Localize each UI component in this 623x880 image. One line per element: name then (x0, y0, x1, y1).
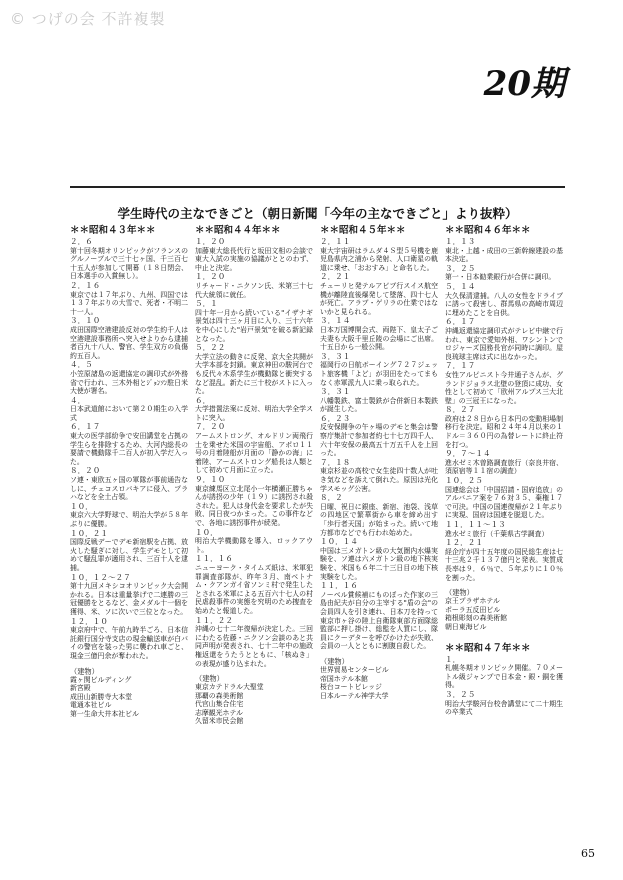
chronology-entry (445, 318, 563, 361)
year-heading: ＊＊昭和４３年＊＊ (70, 225, 156, 236)
chronology-entry (320, 538, 438, 581)
entry-text: 沖縄の七十二年復帰が決定した。三回にわたる佐藤・ニクソン会談のあと共同声明が発表され、七十二年中の施政権返還をうたうとともに、「核ぬき」の表現が盛り込まれた。 (195, 625, 313, 668)
entry-text: 進水ゼミ旅行（千葉県古学調査） (445, 529, 549, 538)
building-item: 久留米市民会館 (195, 717, 244, 726)
buildings-title: （建物） (445, 588, 474, 598)
entry-text: 大学立法の動きに反発、京大全共闘が大学本部を封鎖。東京神田の駿河台でも反代々木系学生が機動隊と衝突するなど混乱。新たに三十校がストに入った。 (195, 352, 313, 396)
entry-date: ３．２５ (445, 689, 476, 699)
entry-date: ７．２０ (195, 422, 226, 432)
entry-text: 女性アルピニスト今井通子さんが、グランドジョラス北壁の登頂に成功、女性として初めて「欧州アルプス三大北壁」の三冠王になった。 (445, 370, 563, 405)
copyright-watermark: © つげの会 不許複製 (10, 10, 166, 28)
entry-date: ２．１１ (320, 237, 351, 246)
building-item: 霞ヶ関ビルディング (70, 675, 132, 684)
entry-text: 東京杉並の高校で女生徒四十数人が吐き気などを訴えて倒れた。原因は光化学スモッグ公害。 (320, 467, 438, 493)
buildings-title: （建物） (320, 656, 349, 666)
entry-text: 四十年一月から続いている"イザナギ景気は四十三ヶ月目に入り、三十六年を中心にした"岩戸景気"を破る新記録となった。 (195, 308, 313, 343)
section-title: 学生時代の主なできごと（朝日新聞「今年の主なできごと」より抜粋） (117, 206, 518, 221)
year-column-4 (445, 222, 563, 832)
chronology-entry (70, 361, 188, 395)
buildings-title: （建物） (70, 666, 99, 676)
building-item: 志摩観光ホテル (195, 708, 243, 717)
building-item: 日本ルーテル神学大学 (320, 691, 389, 700)
entry-date: １． (445, 654, 461, 664)
building-item: 那覇の森美術館 (195, 691, 244, 700)
chronology-entry (195, 476, 313, 528)
entry-text: 日曜、祝日に銀座、新宿、池袋、浅草の四地区で繁華街から車を締め出す「歩行者天国」が始まった。続いて地方都市などでも行われ始めた。 (320, 502, 438, 537)
section-divider (70, 186, 565, 188)
entry-date: ３．３１ (320, 387, 351, 397)
building-item: 電通本社ビル (70, 701, 112, 710)
entry-date: ３．１０ (70, 316, 101, 326)
chronology-entry (70, 397, 188, 423)
building-item: 帝国ホテル本館 (320, 674, 368, 683)
entry-date: ７．１８ (320, 457, 351, 467)
chronology-entry (320, 317, 438, 351)
chronology-entry (320, 582, 438, 651)
entry-date: １１．１１～１３ (445, 520, 506, 529)
chronology-entry (445, 362, 563, 405)
buildings-list (320, 657, 438, 700)
entry-text: 東京府中で、午前九時半ごろ、日本信託銀行国分寺支店の現金輸送車が白バイの警官を装った男に襲われ車ごと、現金三億円余が奪われた。 (70, 626, 188, 660)
entry-date: ２．１６ (70, 280, 101, 290)
entry-date: ６．２３ (320, 413, 351, 423)
entry-text: 八幡製鉄、富士製鉄が合併新日本製鉄が誕生した。 (320, 396, 438, 414)
chronology-entry (195, 273, 313, 299)
chronology-entry (320, 238, 438, 272)
entry-date: ４．５ (70, 360, 93, 370)
chronology-entry (70, 282, 188, 316)
chronology-entry (320, 388, 438, 414)
chronology-entry (445, 539, 563, 582)
entry-text: 第十九回メキシコオリンピック大会開かれる。日本は重量挙げで二連勝の三冠優勝をとるなど、金メダル十一個を獲得、米、ソに次いで三位となった。 (70, 582, 188, 616)
entry-date: １．１３ (445, 237, 476, 246)
chronology-columns (70, 222, 565, 832)
entry-text: 進水ゼミ木曽路調査旅行（奈良井宿、須原宿等１１宿の調査） (445, 458, 563, 476)
chronology-entry (70, 423, 188, 466)
entry-date: １０．２５ (445, 476, 483, 486)
entry-text: 経企庁が四十五年度の国民総生産は七十三兆２千１３７億円と発表。実質成長率は９．６％で、５年ぶりに１０％を割った。 (445, 547, 563, 582)
chronology-entry (445, 238, 563, 264)
entry-text: 東京練馬区立北尾小一年横瀬正勝ちゃんが誘拐の少年（１９）に誘拐され殺された。犯人は身代金を要求したが失敗、同日夜つかまった。この事件などで、各地に誘拐事件が続発。 (195, 484, 313, 527)
entry-text: 第一・日本勧業銀行が合併に調印。 (445, 273, 556, 282)
chronology-entry (445, 265, 563, 282)
buildings-list (70, 667, 188, 719)
year-heading: ＊＊昭和４４年＊＊ (195, 225, 281, 236)
entry-date: ５．２２ (195, 343, 226, 353)
year-column-1 (70, 222, 188, 832)
page-number: 65 (581, 847, 595, 860)
chronology-entry (445, 521, 563, 538)
entry-date: ５．１ (195, 299, 218, 309)
chronology-entry (195, 555, 313, 615)
entry-text: 明治大学機動隊を導入、ロックアウト。 (195, 537, 313, 554)
entry-date: １０．１２～２７ (70, 572, 131, 582)
chronology-entry (70, 467, 188, 501)
entry-text: 成田国際空港建設反対の学生約千人は空港建設事務所へ突入せよりから逮捕者百九十八人、警官、学生双方の負傷約五百人。 (70, 325, 188, 360)
chronology-entry (195, 423, 313, 475)
chronology-entry (70, 618, 188, 661)
chronology-entry (70, 530, 188, 573)
entry-date: ４． (70, 395, 86, 405)
entry-text: 第十回冬期オリンピックがフランスのグルノーブルで三十七ヶ国、千三百七十五人が参加して開幕（１８日閉会、日本選手の入賞無し）。 (70, 246, 188, 281)
year-heading: ＊＊昭和４７年＊＊ (445, 642, 531, 654)
entry-text: 反安保闘争の午ヶ場のデモと集会は警察庁集計で参加者約七十七万四千人、六十年安保の最高五十万五千人を上回った。 (320, 423, 438, 458)
entry-date: １２．１０ (70, 616, 108, 626)
entry-date: １０． (70, 501, 93, 511)
period-heading: 20期 (483, 64, 565, 104)
entry-date: ６． (195, 395, 211, 405)
building-item: ポーラ五反田ビル (445, 605, 501, 614)
entry-text: 東北・上越・成田の三新幹線建設の基本決定。 (445, 246, 563, 264)
entry-date: １１．１６ (195, 554, 233, 564)
entry-date: １０．２１ (70, 528, 108, 538)
buildings-list (195, 674, 313, 726)
entry-date: ６．１７ (445, 317, 476, 327)
entry-text: ノーベル賞候補にものぼった作家の三島由紀夫が自分の主宰する"盾の会"の会員四人を引き連れ、日本刀を持って東京市ヶ谷の陸上自衛隊東部方面隊総監部に押し掛け、総監を人質にし、隊員にクーデターを呼びかけたが失敗、会員の一人とともに割腹自殺した。 (320, 590, 438, 651)
entry-text: 中国は三メガトン級の大気圏内水爆実験を、ソ連は六メガトン級の地下核実験を、米国も６年二十三日目の地下核実験をした。 (320, 546, 438, 581)
entry-text: 大学措置法案に反対、明治大学全学ストに突入。 (195, 405, 313, 422)
chronology-entry (320, 273, 438, 316)
chronology-entry (70, 238, 188, 281)
building-item: 箱根彫刻の森美術館 (445, 614, 508, 623)
building-item: 桜台コートビレッジ (320, 683, 382, 692)
entry-text: ニューヨーク・タイムズ紙は、米軍犯罪調査部隊が、昨年３月、南ベトナム・クアンガイ省ソンミ村で発生したとされる米軍による五百六十七人の村民虐殺事件の実態を究明のため捜査を始めたと報道した。 (195, 563, 313, 615)
entry-text: 東大の医学部紛争で安田講堂を占拠の学生らを排除するため、大河内総長の要請で機動隊千二百人が初入学だ入った。 (70, 432, 188, 466)
year-heading: ＊＊昭和４６年＊＊ (445, 225, 531, 236)
entry-text: 大久保清逮捕。八人の女性をドライブに誘って殺害し、群馬県の高崎市周辺に埋めたことを自供。 (445, 291, 563, 317)
chronology-entry (320, 415, 438, 458)
chronology-entry (195, 529, 313, 555)
entry-text: チューリヒ発テルアビブ行スイス航空機が離陸直後爆発して墜落、四十七人が死亡。アラブ・ゲリラの仕業ではないかと見られる。 (320, 281, 438, 316)
entry-text: ソ連・東欧五ヶ国の軍隊が事前通告なしに、チェコスロバキアに侵入、プラハなどを全土占領。 (70, 476, 188, 502)
chronology-entry (70, 503, 188, 529)
chronology-entry (320, 459, 438, 493)
chronology-entry (195, 344, 313, 396)
entry-text: リチャード・ニクソン氏、米第三十七代大統領に就任。 (195, 281, 313, 299)
building-item: 朝日東海ビル (445, 622, 487, 631)
entry-date: ３．３１ (320, 351, 351, 361)
entry-date: ５．１４ (445, 281, 476, 291)
entry-date: ２．６ (70, 237, 93, 246)
chronology-entry (70, 317, 188, 360)
entry-date: ３．２５ (445, 263, 476, 273)
entry-text: 国連総会は「中国招請・国府追放」のアルバニア案を７６対３５、棄権１７で可決。中国の国連復帰が２１年ぶりに実現、国府は国連を脱退した。 (445, 485, 563, 520)
entry-text: 東京六大学野球で、明治大学が５８年ぶりに優勝。 (70, 511, 188, 528)
building-item: 京王プラザホテル (445, 597, 500, 606)
entry-text: 沖縄返還協定調印式がテレビ中継で行われ、東京で愛知外相、ワシントンでロジャーズ国務長官が同時に調印。屋良琉球主席は式に出なかった。 (445, 326, 563, 361)
buildings-title: （建物） (195, 674, 224, 684)
entry-date: １０．１４ (320, 537, 358, 547)
entry-date: １．２０ (195, 272, 226, 282)
entry-date: １０． (195, 527, 218, 537)
chronology-entry (70, 574, 188, 617)
building-item: 第一生命大井本社ビル (70, 709, 139, 718)
building-item: 世界貿易センタービル (320, 665, 389, 674)
entry-text: アームストロング、オルドリン両飛行士を乗せた米国の宇宙船、アポロ１１号の月着陸船が月面の「静かの海」に着陸、アームストロング船長は人類として初めて月面に立った。 (195, 432, 313, 475)
chronology-entry (445, 656, 563, 690)
entry-date: ９．７～１４ (445, 449, 491, 459)
building-item: 成田山新勝寺大本堂 (70, 692, 133, 701)
entry-text: 福岡行の日航ボーイング７２７ジェット旅客機「よど」が羽田をたってまもなく赤軍派九人に乗っ取られた。 (320, 361, 438, 387)
chronology-entry (445, 450, 563, 476)
entry-date: １１．２２ (195, 615, 233, 625)
entry-date: ３．１４ (320, 316, 351, 326)
chronology-entry (445, 406, 563, 449)
entry-date: ２．２１ (320, 272, 351, 282)
entry-date: １２．２１ (445, 538, 483, 548)
year-heading: ＊＊昭和４５年＊＊ (320, 225, 406, 236)
year-column-2 (195, 222, 313, 832)
entry-date: ６．１７ (70, 422, 101, 432)
entry-date: ７．１７ (445, 361, 476, 371)
entry-text: 明治大学駿河台校舎講堂にて二十期生の卒業式 (445, 699, 563, 717)
building-item: 代官山集合住宅 (195, 700, 244, 709)
entry-text: 日本武道館において第２０期生の入学式 (70, 405, 188, 422)
building-item: 東京カテドラル大聖堂 (195, 683, 264, 692)
chronology-entry (320, 353, 438, 387)
entry-text: 札幌冬期オリンピック開催。７０メートル級ジャンプで日本金・銀・銅を獲得。 (445, 664, 563, 690)
building-item: 新宮殿 (70, 684, 91, 693)
chronology-entry (195, 238, 313, 272)
chronology-entry (445, 691, 563, 717)
entry-text: 政府は２８日から日本円の変動相場制移行を決定。昭和２４年４月以来の１ドル＝３６０円の為替レートに終止符を打つ。 (445, 414, 563, 449)
entry-text: 東京では１７年ぶり、九州、四国では１３７年ぶりの大雪で、死者・不明二十一人。 (70, 290, 188, 316)
entry-text: 加藤東大総長代行と坂田文相の会談で東大入試の実施の協議がととのわず、中止と決定。 (195, 246, 313, 272)
entry-date: ９．１０ (195, 475, 226, 485)
chronology-entry (195, 397, 313, 423)
chronology-entry (195, 300, 313, 343)
entry-date: ８．２７ (445, 405, 476, 415)
entry-date: １．２０ (195, 237, 226, 246)
year-column-3 (320, 222, 438, 832)
entry-date: ８．２ (320, 493, 343, 503)
chronology-entry (320, 494, 438, 537)
entry-text: 国際反戦デーでデモ新宿駅を占拠、放火した騒ぎに対し、学生デモとして初めて騒乱罪が適用され、三百十人を逮捕。 (70, 538, 188, 572)
buildings-list (445, 588, 563, 631)
entry-text: 日本万国博開会式、両陛下、皇太子ご夫妻も大阪千里丘陵の会場にご出席。十五日から一般公開。 (320, 325, 438, 352)
entry-text: 東大宇宙研はラムダ４Ｓ型５号機を鹿児島県内之浦から発射、人口衛星の軌道に乗せ、「おおすみ」と命名した。 (320, 246, 438, 272)
entry-text: 小笠原諸島の返還協定の調印式が外務省で行われ、三木外相とｼﾞｮﾝｿﾝ駐日米大使が署名。 (70, 369, 188, 396)
chronology-entry (445, 283, 563, 317)
chronology-entry (445, 477, 563, 520)
entry-date: １１．１６ (320, 581, 358, 591)
entry-date: ８．２０ (70, 466, 101, 476)
chronology-entry (195, 617, 313, 669)
